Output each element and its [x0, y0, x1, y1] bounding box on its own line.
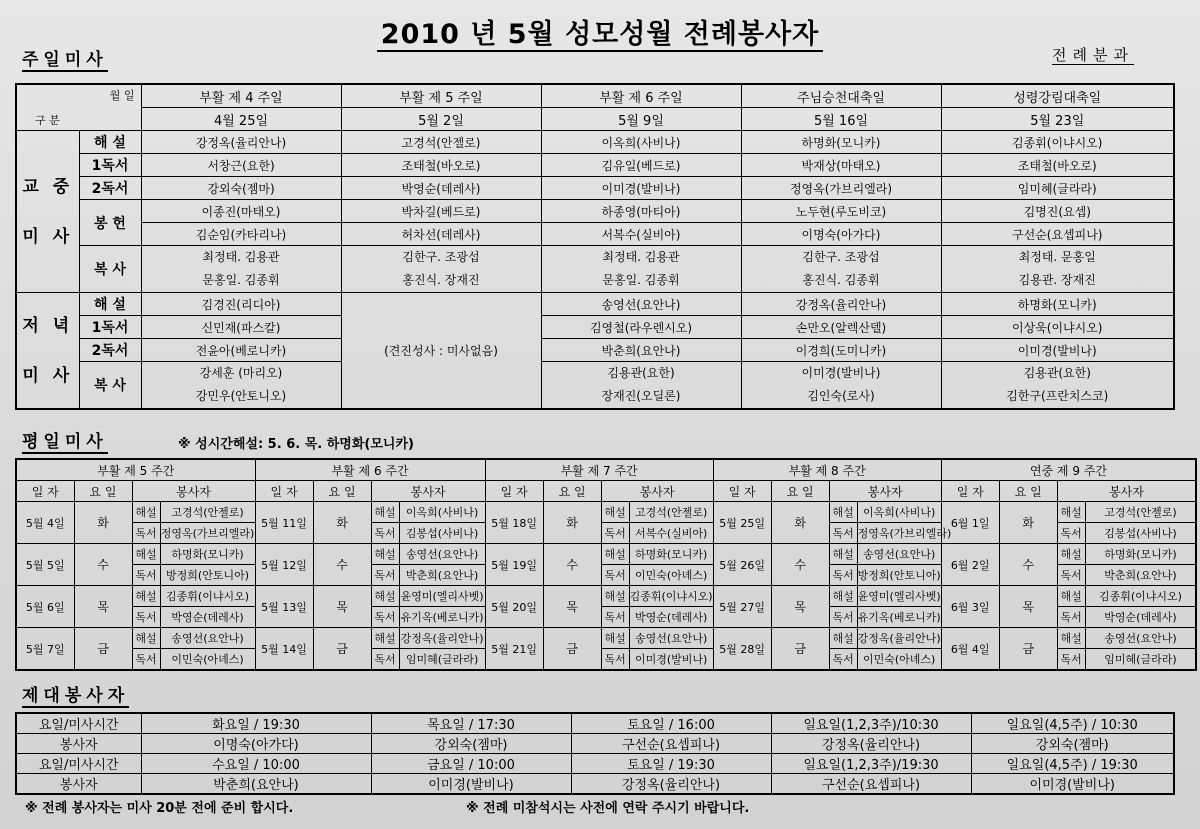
- cell: 임미혜(글라라): [941, 177, 1174, 200]
- day-date: 5월 19일: [485, 544, 543, 586]
- role-reading: 독서: [601, 523, 629, 544]
- cell: 서창근(요한): [141, 154, 341, 177]
- footer-note-right: ※ 전례 미참석시는 사전에 연락 주시기 바랍니다.: [466, 801, 750, 816]
- day-of-week: 목: [543, 586, 601, 628]
- cell: 강외숙(젬마): [141, 177, 341, 200]
- day-of-week: 금: [999, 628, 1057, 671]
- role-offertory: 봉 헌: [79, 200, 141, 246]
- role-reading: 독서: [371, 565, 399, 586]
- cell: 송영선(요안나): [541, 293, 741, 316]
- cell: 목요일 / 17:30: [371, 713, 571, 734]
- cell: 토요일 / 16:00: [571, 713, 771, 734]
- role-commentary: 해설: [1057, 544, 1085, 565]
- col-server: 봉사자: [601, 481, 713, 502]
- cell: 김경진(리디아): [141, 293, 341, 316]
- day-date: 5월 6일: [16, 586, 74, 628]
- day-date: 6월 4일: [941, 628, 999, 671]
- role-reading1: 1독서: [79, 316, 141, 339]
- cell: 유기옥(베로니카): [857, 607, 941, 628]
- role-reading: 독서: [829, 565, 857, 586]
- label-server: 봉사자: [16, 774, 141, 795]
- cell: 서복수(실비아): [629, 523, 713, 544]
- role-reading: 독서: [601, 607, 629, 628]
- col-dow: 요 일: [771, 481, 829, 502]
- cell: 김유일(베드로): [541, 154, 741, 177]
- col-server: 봉사자: [371, 481, 485, 502]
- cell: 송영선(요안나): [160, 628, 255, 649]
- cell: 하명화(모니카): [741, 131, 941, 154]
- cell: 이미경(발비나): [971, 774, 1174, 795]
- cell: 김순임(카타리나): [141, 223, 341, 246]
- cell: 이옥희(사비나): [541, 131, 741, 154]
- day-of-week: 수: [771, 544, 829, 586]
- day-date: 5월 26일: [713, 544, 771, 586]
- role-reading: 독서: [601, 649, 629, 671]
- day-date: 5월 5일: [16, 544, 74, 586]
- section-weekday-mass: 평일미사: [22, 432, 108, 452]
- cell: 박춘희(요안나): [541, 339, 741, 362]
- role-reading: 독서: [371, 607, 399, 628]
- cell: 이미경(발비나): [941, 339, 1174, 362]
- cell: 박영순(데레사): [341, 177, 541, 200]
- cell: 이민숙(아녜스): [160, 649, 255, 671]
- day-of-week: 목: [313, 586, 371, 628]
- role-commentary: 해설: [829, 628, 857, 649]
- cell: 김종휘(이냐시오): [1085, 586, 1196, 607]
- date-header: 5월 23일: [941, 108, 1174, 131]
- cell: 일요일(1,2,3주)/10:30: [771, 713, 971, 734]
- cell: 이옥희(사비나): [857, 502, 941, 523]
- cell: 정영옥(가브리엘라): [160, 523, 255, 544]
- section-sunday-mass: 주일미사: [22, 50, 108, 70]
- cell: 이상욱(이냐시오): [941, 316, 1174, 339]
- cell: 이미경(발비나): [629, 649, 713, 671]
- day-date: 5월 13일: [255, 586, 313, 628]
- cell: 강외숙(젬마): [971, 734, 1174, 754]
- cell: 김용관(요한) 장재진(오딜론): [541, 362, 741, 410]
- week-header: 연중 제 9 주간: [941, 459, 1196, 481]
- role-commentary: 해설: [601, 544, 629, 565]
- cell: 박차길(베드로): [341, 200, 541, 223]
- day-of-week: 목: [999, 586, 1057, 628]
- feast-header: 부활 제 5 주일: [341, 84, 541, 108]
- header-corner: 월 일 구 분: [16, 84, 141, 131]
- cell: 송영선(요안나): [1085, 628, 1196, 649]
- role-commentary: 해설: [132, 628, 160, 649]
- cell: 최정태. 김용관 문홍일. 김종휘: [541, 246, 741, 293]
- cell: 송영선(요안나): [629, 628, 713, 649]
- cell: 이종진(마태오): [141, 200, 341, 223]
- role-commentary: 해설: [829, 502, 857, 523]
- day-date: 5월 28일: [713, 628, 771, 671]
- cell: 고경석(안젤로): [160, 502, 255, 523]
- cell: 방정희(안토니아): [160, 565, 255, 586]
- page-title: 2010 년 5월 성모성월 전례봉사자: [0, 12, 1200, 51]
- col-date: 일 자: [941, 481, 999, 502]
- role-reading: 독서: [1057, 607, 1085, 628]
- role-commentary: 해설: [1057, 586, 1085, 607]
- cell: 이민숙(아녜스): [857, 649, 941, 671]
- cell: 임미혜(글라라): [1085, 649, 1196, 671]
- col-date: 일 자: [255, 481, 313, 502]
- week-header: 부활 제 5 주간: [16, 459, 255, 481]
- week-header: 부활 제 7 주간: [485, 459, 713, 481]
- cell: 박영순(데레사): [160, 607, 255, 628]
- role-reading: 독서: [132, 565, 160, 586]
- cell: 유기옥(베로니카): [399, 607, 485, 628]
- col-server: 봉사자: [1057, 481, 1196, 502]
- cell: 이민숙(아녜스): [629, 565, 713, 586]
- day-date: 6월 1일: [941, 502, 999, 544]
- day-date: 5월 21일: [485, 628, 543, 671]
- cell: 윤영미(엘리사벳): [857, 586, 941, 607]
- cell: 김명진(요셉): [941, 200, 1174, 223]
- cell: 조태철(바오로): [341, 154, 541, 177]
- day-date: 5월 12일: [255, 544, 313, 586]
- cell: 하명화(모니카): [1085, 544, 1196, 565]
- role-reading: 독서: [371, 523, 399, 544]
- col-date: 일 자: [16, 481, 74, 502]
- cell: 최정태. 김용관 문홍일. 김종휘: [141, 246, 341, 293]
- cell: 강세훈 (마리오) 강민우(안토니오): [141, 362, 341, 410]
- day-of-week: 화: [543, 502, 601, 544]
- cell: 이미경(발비나) 김인숙(로사): [741, 362, 941, 410]
- col-server: 봉사자: [132, 481, 255, 502]
- role-commentary: 해설: [601, 586, 629, 607]
- cell: 김봉섭(사비나): [1085, 523, 1196, 544]
- cell: 허차선(데레사): [341, 223, 541, 246]
- day-of-week: 목: [74, 586, 132, 628]
- day-date: 5월 7일: [16, 628, 74, 671]
- cell: 이명숙(아가다): [141, 734, 371, 754]
- cell: 강정옥(율리안나): [141, 131, 341, 154]
- day-of-week: 금: [74, 628, 132, 671]
- cell: 방정희(안토니아): [857, 565, 941, 586]
- role-commentary: 해설: [132, 586, 160, 607]
- role-reading: 독서: [829, 523, 857, 544]
- role-commentary: 해설: [1057, 628, 1085, 649]
- role-reading: 독서: [829, 649, 857, 671]
- cell: 화요일 / 19:30: [141, 713, 371, 734]
- role-commentary: 해설: [601, 628, 629, 649]
- cell: 전윤아(베로니카): [141, 339, 341, 362]
- cell: 수요일 / 10:00: [141, 754, 371, 774]
- cell: 이미경(발비나): [541, 177, 741, 200]
- cell: 신민재(파스칼): [141, 316, 341, 339]
- cell: 이미경(발비나): [371, 774, 571, 795]
- group-main-mass: 교 중 미 사: [16, 131, 79, 293]
- footer-note-left: ※ 전례 봉사자는 미사 20분 전에 준비 합시다.: [25, 801, 294, 816]
- role-reading2: 2독서: [79, 339, 141, 362]
- role-commentary: 해설: [371, 628, 399, 649]
- cell: 윤영미(엘리사벳): [399, 586, 485, 607]
- role-commentary: 해설: [829, 586, 857, 607]
- role-commentary: 해설: [371, 586, 399, 607]
- role-commentary: 해설: [371, 502, 399, 523]
- label-time: 요일/미사시간: [16, 713, 141, 734]
- date-header: 5월 2일: [341, 108, 541, 131]
- cell: 박영순(데레사): [629, 607, 713, 628]
- group-evening-mass: 저 녁 미 사: [16, 293, 79, 410]
- day-date: 5월 27일: [713, 586, 771, 628]
- role-commentary: 해 설: [79, 131, 141, 154]
- role-reading: 독서: [829, 607, 857, 628]
- cell: 김종휘(이냐시오): [160, 586, 255, 607]
- cell: 구선순(요셉피나): [571, 734, 771, 754]
- day-of-week: 화: [771, 502, 829, 544]
- cell: 정영옥(가브리엘라): [857, 523, 941, 544]
- week-header: 부활 제 6 주간: [255, 459, 485, 481]
- day-date: 5월 18일: [485, 502, 543, 544]
- cell: 조태철(바오로): [941, 154, 1174, 177]
- day-date: 6월 3일: [941, 586, 999, 628]
- label-server: 봉사자: [16, 734, 141, 754]
- role-reading: 독서: [371, 649, 399, 671]
- role-commentary: 해설: [371, 544, 399, 565]
- col-date: 일 자: [485, 481, 543, 502]
- cell: 강정옥(율리안나): [857, 628, 941, 649]
- cell: 박영순(데레사): [1085, 607, 1196, 628]
- feast-header: 부활 제 4 주일: [141, 84, 341, 108]
- cell: 일요일(4,5주) / 19:30: [971, 754, 1174, 774]
- cell: 이명숙(아가다): [741, 223, 941, 246]
- day-date: 5월 14일: [255, 628, 313, 671]
- day-date: 5월 11일: [255, 502, 313, 544]
- day-of-week: 목: [771, 586, 829, 628]
- role-commentary: 해설: [132, 502, 160, 523]
- department-label: 전례분과: [1052, 46, 1134, 64]
- cell-no-mass: (견진성사 : 미사없음): [341, 293, 541, 410]
- cell: 고경석(안젤로): [341, 131, 541, 154]
- cell: 하명화(모니카): [941, 293, 1174, 316]
- feast-header: 성령강림대축일: [941, 84, 1174, 108]
- cell: 일요일(4,5주) / 10:30: [971, 713, 1174, 734]
- cell: 박춘희(요안나): [399, 565, 485, 586]
- cell: 송영선(요안나): [857, 544, 941, 565]
- cell: 일요일(1,2,3주)/19:30: [771, 754, 971, 774]
- cell: 강정옥(율리안나): [771, 734, 971, 754]
- cell: 김종휘(이냐시오): [629, 586, 713, 607]
- cell: 고경석(안젤로): [1085, 502, 1196, 523]
- col-date: 일 자: [713, 481, 771, 502]
- cell: 박춘희(요안나): [1085, 565, 1196, 586]
- role-reading: 독서: [132, 523, 160, 544]
- role-reading: 독서: [132, 649, 160, 671]
- cell: 김영철(라우렌시오): [541, 316, 741, 339]
- cell: 하명화(모니카): [160, 544, 255, 565]
- day-of-week: 수: [999, 544, 1057, 586]
- cell: 하종영(마티아): [541, 200, 741, 223]
- role-commentary: 해설: [601, 502, 629, 523]
- role-reading: 독서: [132, 607, 160, 628]
- col-server: 봉사자: [829, 481, 941, 502]
- cell: 노두현(루도비코): [741, 200, 941, 223]
- role-server: 복 사: [79, 246, 141, 293]
- role-reading: 독서: [601, 565, 629, 586]
- week-header: 부활 제 8 주간: [713, 459, 941, 481]
- cell: 최정태. 문홍일 김용관. 장재진: [941, 246, 1174, 293]
- weekday-note: ※ 성시간해설: 5. 6. 목. 하명화(모니카): [178, 437, 414, 452]
- altar-server-table: [15, 712, 1175, 795]
- cell: 박재상(마태오): [741, 154, 941, 177]
- day-of-week: 화: [999, 502, 1057, 544]
- day-date: 6월 2일: [941, 544, 999, 586]
- role-commentary: 해설: [1057, 502, 1085, 523]
- role-reading: 독서: [1057, 649, 1085, 671]
- day-of-week: 금: [313, 628, 371, 671]
- day-of-week: 수: [543, 544, 601, 586]
- cell: 하명화(모니카): [629, 544, 713, 565]
- role-reading: 독서: [1057, 565, 1085, 586]
- cell: 구선순(요셉피나): [941, 223, 1174, 246]
- day-date: 5월 4일: [16, 502, 74, 544]
- cell: 구선순(요셉피나): [771, 774, 971, 795]
- role-commentary: 해설: [132, 544, 160, 565]
- cell: 김한구. 조광섭 홍진식. 장재진: [341, 246, 541, 293]
- col-dow: 요 일: [543, 481, 601, 502]
- date-header: 5월 16일: [741, 108, 941, 131]
- role-reading1: 1독서: [79, 154, 141, 177]
- cell: 김한구. 조광섭 홍진식. 김종휘: [741, 246, 941, 293]
- day-of-week: 수: [313, 544, 371, 586]
- cell: 강정옥(율리안나): [741, 293, 941, 316]
- col-dow: 요 일: [313, 481, 371, 502]
- sunday-mass-table: [15, 83, 1175, 410]
- cell: 강외숙(젬마): [371, 734, 571, 754]
- cell: 서복수(실비아): [541, 223, 741, 246]
- cell: 이옥희(사비나): [399, 502, 485, 523]
- role-reading: 독서: [1057, 523, 1085, 544]
- cell: 금요일 / 10:00: [371, 754, 571, 774]
- cell: 김용관(요한) 김한구(프란치스코): [941, 362, 1174, 410]
- role-server: 복 사: [79, 362, 141, 410]
- cell: 임미혜(글라라): [399, 649, 485, 671]
- cell: 정영옥(가브리엘라): [741, 177, 941, 200]
- day-of-week: 금: [543, 628, 601, 671]
- col-dow: 요 일: [74, 481, 132, 502]
- section-altar-servers: 제대봉사자: [22, 686, 130, 706]
- cell: 고경석(안젤로): [629, 502, 713, 523]
- cell: 김봉섭(사비나): [399, 523, 485, 544]
- day-date: 5월 25일: [713, 502, 771, 544]
- cell: 송영선(요안나): [399, 544, 485, 565]
- role-reading2: 2독서: [79, 177, 141, 200]
- role-commentary: 해 설: [79, 293, 141, 316]
- cell: 김종휘(이냐시오): [941, 131, 1174, 154]
- day-date: 5월 20일: [485, 586, 543, 628]
- feast-header: 부활 제 6 주일: [541, 84, 741, 108]
- role-commentary: 해설: [829, 544, 857, 565]
- day-of-week: 화: [74, 502, 132, 544]
- cell: 강정옥(율리안나): [399, 628, 485, 649]
- date-header: 4월 25일: [141, 108, 341, 131]
- feast-header: 주님승천대축일: [741, 84, 941, 108]
- date-header: 5월 9일: [541, 108, 741, 131]
- cell: 손만오(알렉산델): [741, 316, 941, 339]
- day-of-week: 화: [313, 502, 371, 544]
- cell: 박춘희(요안나): [141, 774, 371, 795]
- day-of-week: 금: [771, 628, 829, 671]
- cell: 강정옥(율리안나): [571, 774, 771, 795]
- cell: 이경희(도미니카): [741, 339, 941, 362]
- day-of-week: 수: [74, 544, 132, 586]
- cell: 토요일 / 19:30: [571, 754, 771, 774]
- label-time: 요일/미사시간: [16, 754, 141, 774]
- col-dow: 요 일: [999, 481, 1057, 502]
- weekday-mass-table: [15, 458, 1197, 671]
